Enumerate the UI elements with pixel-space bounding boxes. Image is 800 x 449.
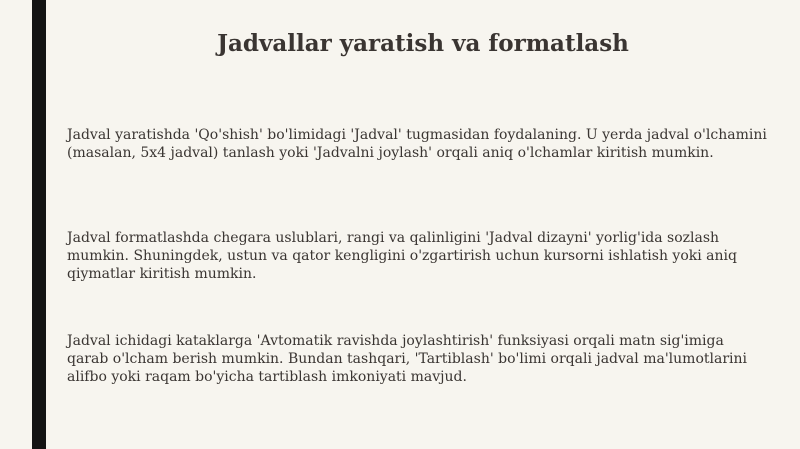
paragraph-autofit-sorting: Jadval ichidagi kataklarga 'Avtomatik ravishda joylashtirish' funksiyasi orqali matn sig'imiga qarab o'lcham berish mumkin. Bundan tashqari, 'Tartiblash' bo'limi orqali jadval ma'lumotlarini alifbo yoki raqam bo'yicha tartiblash imkoniyati mavjud. xyxy=(67,333,747,385)
paragraph-table-formatting: Jadval formatlashda chegara uslublari, rangi va qalinligini 'Jadval dizayni' yorlig'ida sozlash mumkin. Shuningdek, ustun va qator kengligini o'zgartirish uchun kursorni ishlatish yoki aniq qiymatlar kiritish mumkin. xyxy=(67,230,737,282)
slide-title: Jadvallar yaratish va formatlash xyxy=(217,30,629,57)
accent-bar xyxy=(32,0,46,449)
paragraph-table-creation: Jadval yaratishda 'Qo'shish' bo'limidagi 'Jadval' tugmasidan foydalaning. U yerda jadval o'lchamini (masalan, 5x4 jadval) tanlash yoki 'Jadvalni joylash' orqali aniq o'lchamlar kiritish mumkin. xyxy=(67,127,767,161)
